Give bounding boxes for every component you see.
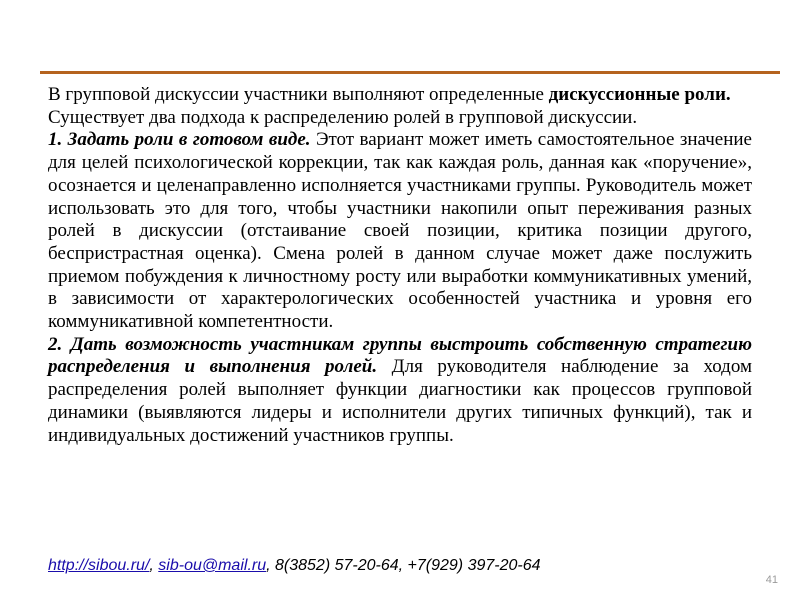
approaches-text: Существует два подхода к распределению ролей в групповой дискуссии. (48, 106, 638, 128)
contacts-separator: , (149, 557, 159, 574)
top-divider-rule (40, 71, 780, 74)
phone-numbers: , 8(3852) 57-20-64, +7(929) 397-20-64 (266, 557, 541, 574)
paragraph-intro (48, 84, 752, 107)
page-number: 41 (765, 574, 778, 586)
approach-two-title: 2. Дать возможность участникам группы выстроить собственную стратегию распределения и выполнения ролей. (48, 333, 752, 378)
approach-two-text: Для руководителя наблюдение за ходом распределения ролей выполняет функции диагностики как процессов групповой динамики (выявляются лидеры и исполнители других типичных функций), так и индивидуальных достижений участников группы. (48, 356, 753, 446)
footer-contacts (48, 556, 541, 576)
paragraph-approach-one (48, 129, 752, 333)
slide-body-text (48, 84, 752, 447)
email-link[interactable]: sib-ou@mail.ru (158, 557, 267, 574)
paragraph-approaches (48, 107, 752, 130)
paragraph-approach-two (48, 334, 752, 448)
intro-bold-term: дискуссионные роли. (548, 84, 731, 105)
site-link[interactable]: http://sibou.ru/ (48, 557, 150, 574)
approach-one-text: Этот вариант может иметь самостоятельное значение для целей психологической коррекции, так как каждая роль, данная как «поручение», осознается и целенаправленно исполняется участниками группы. Руководитель может использовать это для того, чтобы участники накопили опыт переживания разных ролей в дискуссии (отстаивание своей позиции, критика позиции другого, беспристрастная оценка). Смена ролей в данном случае может даже послужить приемом побуждения к личностному росту или выработки коммуникативных умений, в зависимости от характерологических особенностей участника и уровня его коммуникативной компетентности. (48, 129, 752, 333)
intro-text: В групповой дискуссии участники выполняют определенные (48, 84, 549, 105)
approach-one-title: 1. Задать роли в готовом виде. (48, 129, 311, 151)
